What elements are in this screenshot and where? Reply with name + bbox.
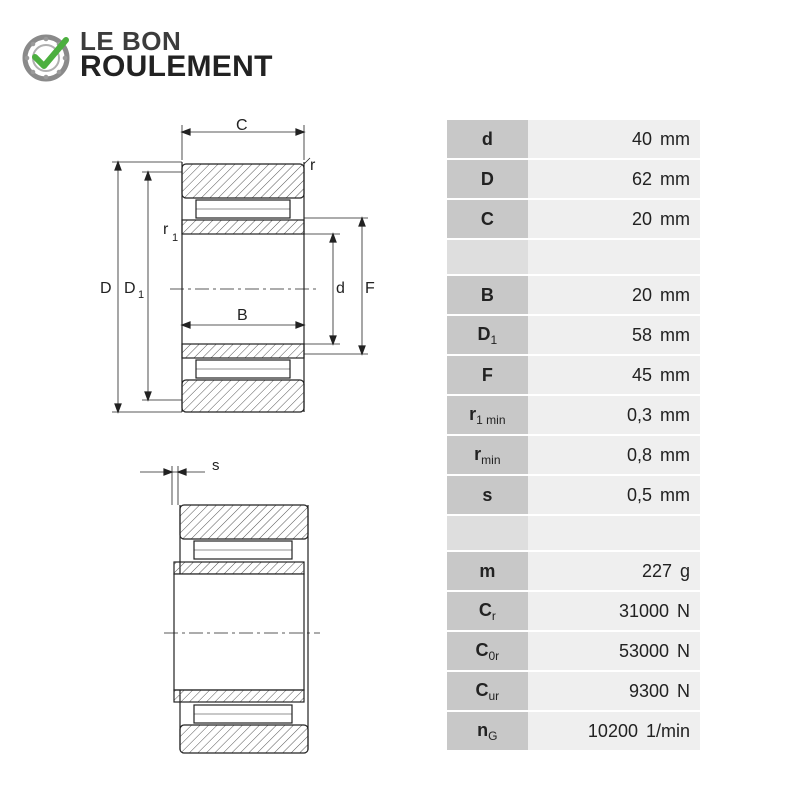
spec-symbol: $n_G$ bbox=[447, 712, 528, 750]
label-C: C bbox=[236, 117, 248, 134]
spec-value: 62 mm bbox=[528, 160, 700, 198]
spec-symbol: D bbox=[447, 160, 528, 198]
spec-value: 0,3 mm bbox=[528, 396, 700, 434]
label-B: B bbox=[237, 307, 248, 324]
spec-symbol: d bbox=[447, 120, 528, 158]
label-F: F bbox=[365, 280, 375, 297]
spec-value: 9300 N bbox=[528, 672, 700, 710]
spec-row bbox=[447, 632, 700, 670]
spec-symbol: m bbox=[447, 552, 528, 590]
spec-row bbox=[447, 356, 700, 394]
spec-row bbox=[447, 476, 700, 514]
spec-value: 0,5 mm bbox=[528, 476, 700, 514]
label-r1-sub: 1 bbox=[172, 232, 179, 244]
spec-value: 0,8 mm bbox=[528, 436, 700, 474]
brand-line2: ROULEMENT bbox=[80, 50, 273, 83]
label-D: D bbox=[100, 280, 112, 297]
section-view bbox=[112, 125, 368, 412]
spec-symbol: C bbox=[447, 200, 528, 238]
spec-row bbox=[447, 712, 700, 750]
spec-value: 53000 N bbox=[528, 632, 700, 670]
group-spacer bbox=[447, 516, 700, 550]
spec-symbol: s bbox=[447, 476, 528, 514]
label-s: s bbox=[212, 457, 220, 474]
label-r: r bbox=[310, 157, 316, 174]
label-D1-sub: 1 bbox=[138, 289, 145, 301]
bearing-drawing bbox=[0, 100, 440, 800]
spec-symbol: $r_{1 min}$ bbox=[447, 396, 528, 434]
spec-row bbox=[447, 120, 700, 158]
label-d: d bbox=[336, 280, 345, 297]
spec-row bbox=[447, 436, 700, 474]
spec-value: 20 mm bbox=[528, 200, 700, 238]
side-view bbox=[140, 466, 320, 753]
spec-symbol: $C_r$ bbox=[447, 592, 528, 630]
label-D1: D bbox=[124, 280, 136, 297]
spec-row bbox=[447, 160, 700, 198]
specs-table bbox=[447, 118, 700, 752]
spec-value: 10200 1/min bbox=[528, 712, 700, 750]
spec-symbol: B bbox=[447, 276, 528, 314]
spec-row bbox=[447, 276, 700, 314]
spec-value: 31000 N bbox=[528, 592, 700, 630]
spec-row bbox=[447, 396, 700, 434]
brand-line1: LE BON bbox=[80, 26, 182, 56]
spec-row bbox=[447, 672, 700, 710]
spec-row bbox=[447, 316, 700, 354]
spec-symbol: $C_{ur}$ bbox=[447, 672, 528, 710]
spec-symbol: F bbox=[447, 356, 528, 394]
spec-value: 45 mm bbox=[528, 356, 700, 394]
brand-logo bbox=[22, 26, 302, 86]
spec-row bbox=[447, 552, 700, 590]
spec-symbol: $C_{0r}$ bbox=[447, 632, 528, 670]
spec-value: 40 mm bbox=[528, 120, 700, 158]
bearing-check-icon bbox=[22, 30, 74, 82]
group-spacer bbox=[447, 240, 700, 274]
label-r1: r bbox=[163, 221, 169, 238]
spec-symbol: $D_1$ bbox=[447, 316, 528, 354]
spec-value: 20 mm bbox=[528, 276, 700, 314]
spec-value: 58 mm bbox=[528, 316, 700, 354]
spec-symbol: $r_{min}$ bbox=[447, 436, 528, 474]
spec-row bbox=[447, 592, 700, 630]
spec-row bbox=[447, 200, 700, 238]
spec-value: 227 g bbox=[528, 552, 700, 590]
